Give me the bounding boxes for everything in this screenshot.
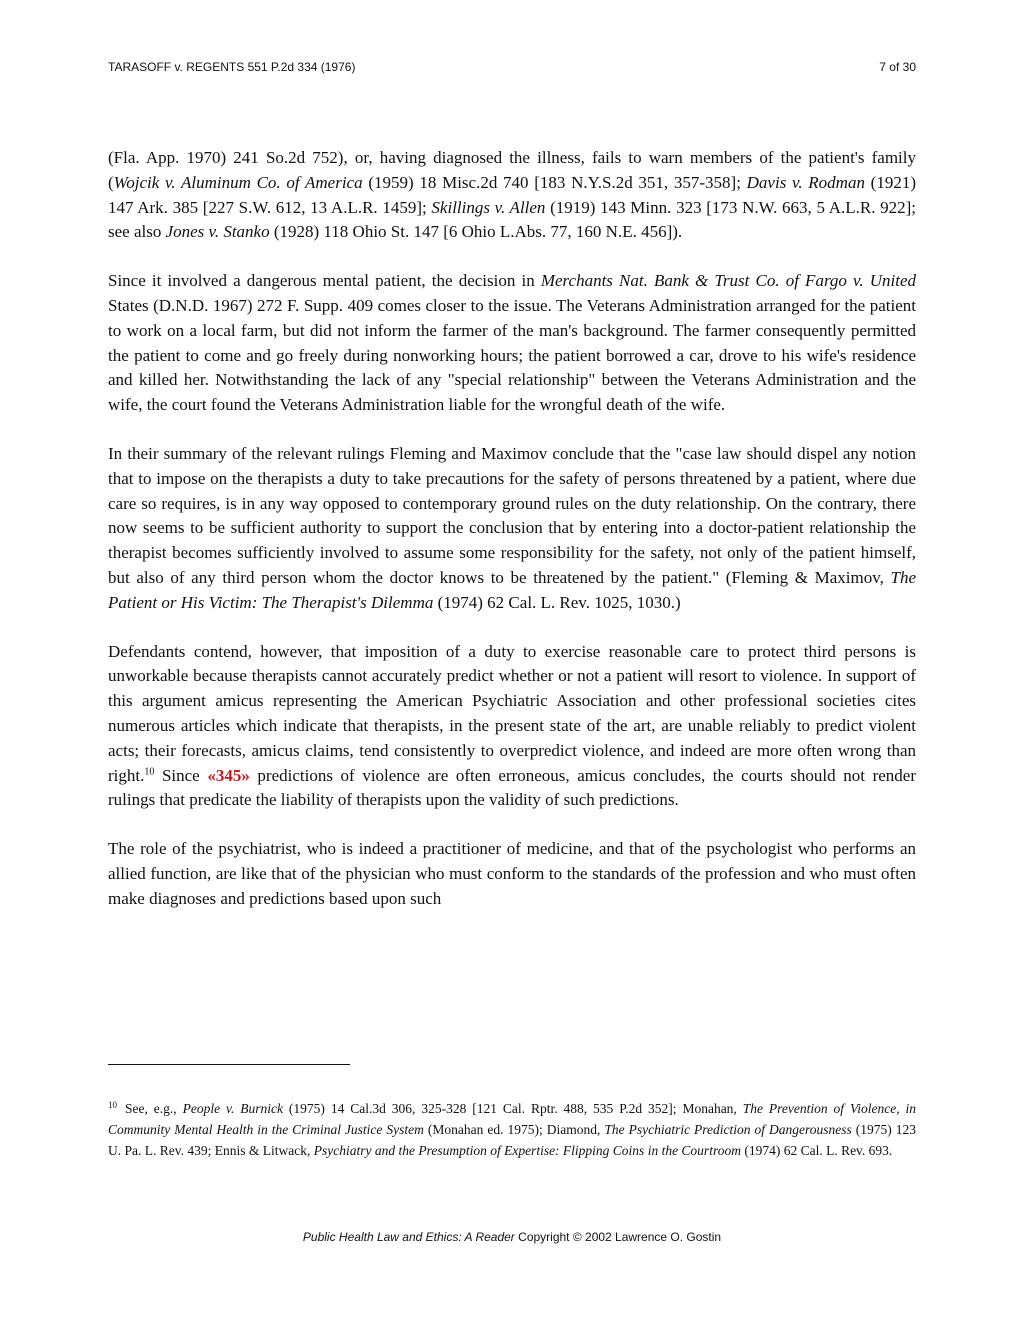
page-footer — [0, 1230, 1024, 1244]
case-citation: Skillings v. Allen — [431, 197, 546, 217]
paragraph-2: Since it involved a dangerous mental patient, the decision in Merchants Nat. Bank & Trust Co. of Fargo v. United States (D.N.D. 1967) 272 F. Supp. 409 comes closer to the issue. The Veterans Administration arranged for the patient to work on a local farm, but did not inform the farmer of the man's background. The farmer consequently permitted the patient to come and go freely during nonworking hours; the patient borrowed a car, drove to his wife's residence and killed her. Notwithstanding the lack of any "special relationship" between the Veterans Administration and the wife, the court found the Veterans Administration liable for the wrongful death of the wife. — [108, 271, 916, 415]
paragraph-3: In their summary of the relevant rulings Fleming and Maximov conclude that the "case law should dispel any notion that to impose on the therapists a duty to take precautions for the safety of persons threatened by a patient, where due care so requires, is in any way opposed to contemporary ground rules on the duty relationship. On the contrary, there now seems to be sufficient authority to support the conclusion that by entering into a doctor-patient relationship the therapist becomes sufficiently involved to assume some responsibility for the safety, not only of the patient himself, but also of any third person whom the doctor knows to be threatened by the patient." (Fleming & Maximov, The Patient or His Victim: The Therapist's Dilemma (1974) 62 Cal. L. Rev. 1025, 1030.) — [108, 443, 916, 612]
footnote-reference[interactable]: 10 — [144, 765, 155, 777]
case-citation: Jones v. Stanko — [165, 222, 270, 242]
footnote-divider — [108, 1064, 350, 1065]
case-citation: Wojcik v. Aluminum Co. of America — [113, 172, 363, 192]
article-citation: The Patient or His Victim: The Therapist's Dilemma — [108, 567, 916, 612]
paragraph-5: The role of the psychiatrist, who is indeed a practitioner of medicine, and that of the psychologist who performs an allied function, are like that of the physician who must conform to the standards of the profession and who must often make diagnoses and predictions based upon such — [108, 839, 916, 908]
book-title: Public Health Law and Ethics: A Reader — [302, 1230, 515, 1244]
case-citation: Merchants Nat. Bank & Trust Co. of Fargo v. United — [540, 271, 916, 291]
opinion-body — [108, 146, 916, 936]
running-header — [108, 60, 916, 74]
case-citation: Davis v. Rodman — [746, 172, 865, 192]
header-page-number: 7 of 30 — [879, 60, 916, 74]
footnote-number: 10 — [108, 1099, 117, 1110]
page-pin-marker: «345» — [207, 765, 250, 785]
footnote-10: $^{10}$ See, e.g., People v. Burnick (1975) 14 Cal.3d 306, 325-328 [121 Cal. Rptr. 488, 535 P.2d 352]; Monahan, The Prevention of Violence, in Community Mental Health in the Criminal Justice System (Monahan ed. 1975); Diamond, The Psychiatric Prediction of Dangerousness (1975) 123 U. Pa. L. Rev. 439; Ennis & Litwack, Psychiatry and the Presumption of Expertise: Flipping Coins in the Courtroom (1974) 62 Cal. L. Rev. 693. — [108, 1099, 917, 1158]
header-case-title: TARASOFF v. REGENTS 551 P.2d 334 (1976) — [108, 60, 356, 74]
paragraph-4: Defendants contend, however, that imposition of a duty to exercise reasonable care to protect third persons is unworkable because therapists cannot accurately predict whether or not a patient will resort to violence. In support of this argument amicus representing the American Psychiatric Association and other professional societies cites numerous articles which indicate that therapists, in the present state of the art, are unable reliably to predict violent acts; their forecasts, amicus claims, tend consistently to overpredict violence, and indeed are more often wrong than right.$^{10}$ Since «345» predictions of violence are often erroneous, amicus concludes, the courts should not render rulings that predicate the liability of therapists upon the validity of such predictions. — [108, 641, 916, 810]
copyright-notice: Copyright © 2002 Lawrence O. Gostin — [514, 1230, 722, 1244]
paragraph-1: (Fla. App. 1970) 241 So.2d 752), or, having diagnosed the illness, fails to warn members of the patient's family (Wojcik v. Aluminum Co. of America (1959) 18 Misc.2d 740 [183 N.Y.S.2d 351, 357-358]; Davis v. Rodman (1921) 147 Ark. 385 [227 S.W. 612, 13 A.L.R. 1459]; Skillings v. Allen (1919) 143 Minn. 323 [173 N.W. 663, 5 A.L.R. 922]; see also Jones v. Stanko (1928) 118 Ohio St. 147 [6 Ohio L.Abs. 77, 160 N.E. 456]). — [108, 148, 917, 242]
